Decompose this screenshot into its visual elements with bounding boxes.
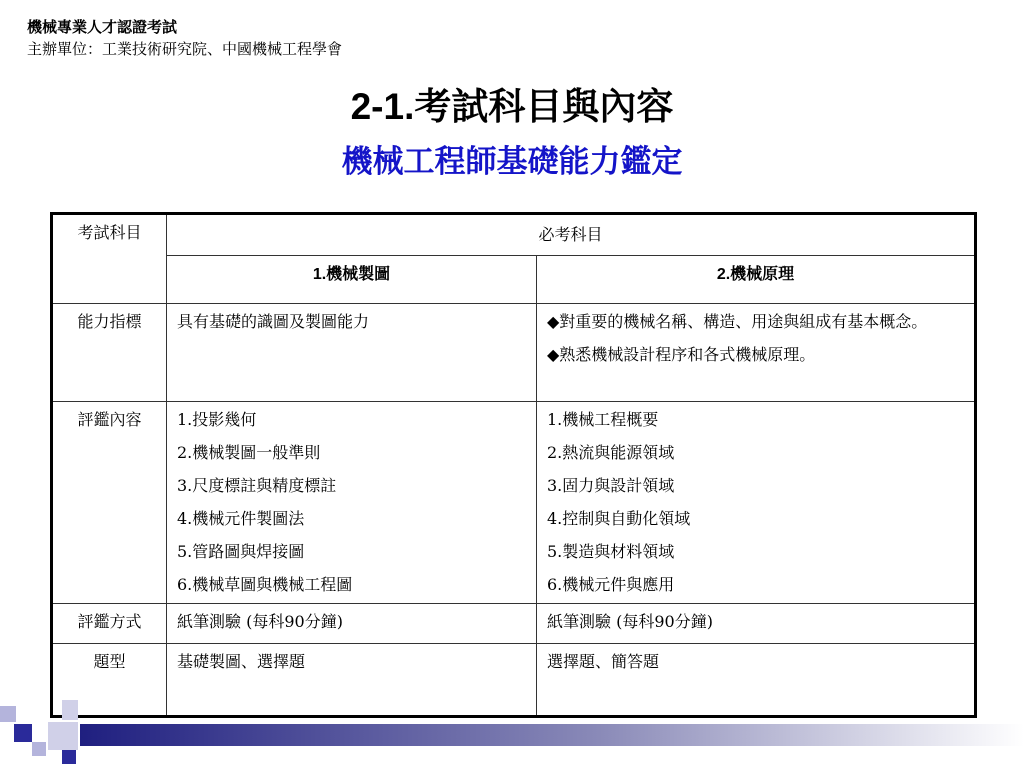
deco-square	[48, 722, 78, 750]
content-subject-1	[167, 402, 537, 604]
content-subject-2	[537, 402, 976, 604]
list-item: 2.熱流與能源領域	[547, 443, 675, 462]
subject-2-name: 機械原理	[730, 264, 795, 283]
footer-gradient-bar	[80, 724, 1024, 746]
subject-1-number: 1.	[312, 266, 327, 283]
list-item: 1.機械工程概要	[547, 410, 659, 429]
row-label-type: 題型	[52, 644, 167, 717]
list-item: 1.投影幾何	[177, 410, 257, 429]
required-subjects-header: 必考科目	[167, 214, 976, 256]
table-row	[52, 402, 976, 604]
list-item: 5.管路圖與焊接圖	[177, 542, 305, 561]
method-subject-1: 紙筆測驗 (每科90分鐘)	[167, 604, 537, 644]
method-subject-2: 紙筆測驗 (每科90分鐘)	[537, 604, 976, 644]
ability-point: ◆對重要的機械名稱、構造、用途與組成有基本概念。	[547, 312, 928, 331]
deco-square	[62, 750, 76, 764]
ability-subject-2	[537, 304, 976, 402]
deco-square	[62, 700, 78, 720]
organizer-line: 主辦單位：工業技術研究院、中國機械工程學會	[27, 40, 343, 58]
row-label-ability: 能力指標	[52, 304, 167, 402]
deco-square	[32, 742, 46, 756]
slide-subtitle: 機械工程師基礎能力鑑定	[341, 144, 683, 180]
list-item: 6.機械草圖與機械工程圖	[177, 575, 353, 594]
footer-decoration	[0, 698, 1024, 768]
table-row	[52, 304, 976, 402]
deco-square	[14, 724, 32, 742]
list-item: 4.控制與自動化領域	[547, 509, 691, 528]
list-item: 6.機械元件與應用	[547, 575, 675, 594]
row-label-subject: 考試科目	[52, 214, 167, 304]
ability-point: ◆熟悉機械設計程序和各式機械原理。	[547, 345, 816, 364]
exam-name: 機械專業人才認證考試	[27, 18, 178, 36]
subject-1-header	[167, 256, 537, 304]
row-label-method: 評鑑方式	[52, 604, 167, 644]
subject-2-header	[537, 256, 976, 304]
title-text: 考試科目與內容	[414, 84, 674, 128]
ability-subject-1: 具有基礎的識圖及製圖能力	[167, 304, 537, 402]
table-row	[52, 214, 976, 256]
table-row	[52, 256, 976, 304]
list-item: 5.製造與材料領域	[547, 542, 675, 561]
list-item: 3.固力與設計領域	[547, 476, 675, 495]
subject-1-name: 機械製圖	[326, 264, 391, 283]
list-item: 3.尺度標註與精度標註	[177, 476, 337, 495]
table-row	[52, 604, 976, 644]
type-subject-2: 選擇題、簡答題	[537, 644, 976, 717]
deco-square	[0, 706, 16, 722]
organizer-block	[27, 16, 342, 60]
title-number: 2-1.	[350, 86, 415, 127]
exam-table	[50, 212, 977, 718]
subject-2-number: 2.	[716, 266, 731, 283]
slide-title	[0, 82, 1024, 131]
type-subject-1: 基礎製圖、選擇題	[167, 644, 537, 717]
list-item: 2.機械製圖一般準則	[177, 443, 321, 462]
list-item: 4.機械元件製圖法	[177, 509, 305, 528]
row-label-content: 評鑑內容	[52, 402, 167, 604]
